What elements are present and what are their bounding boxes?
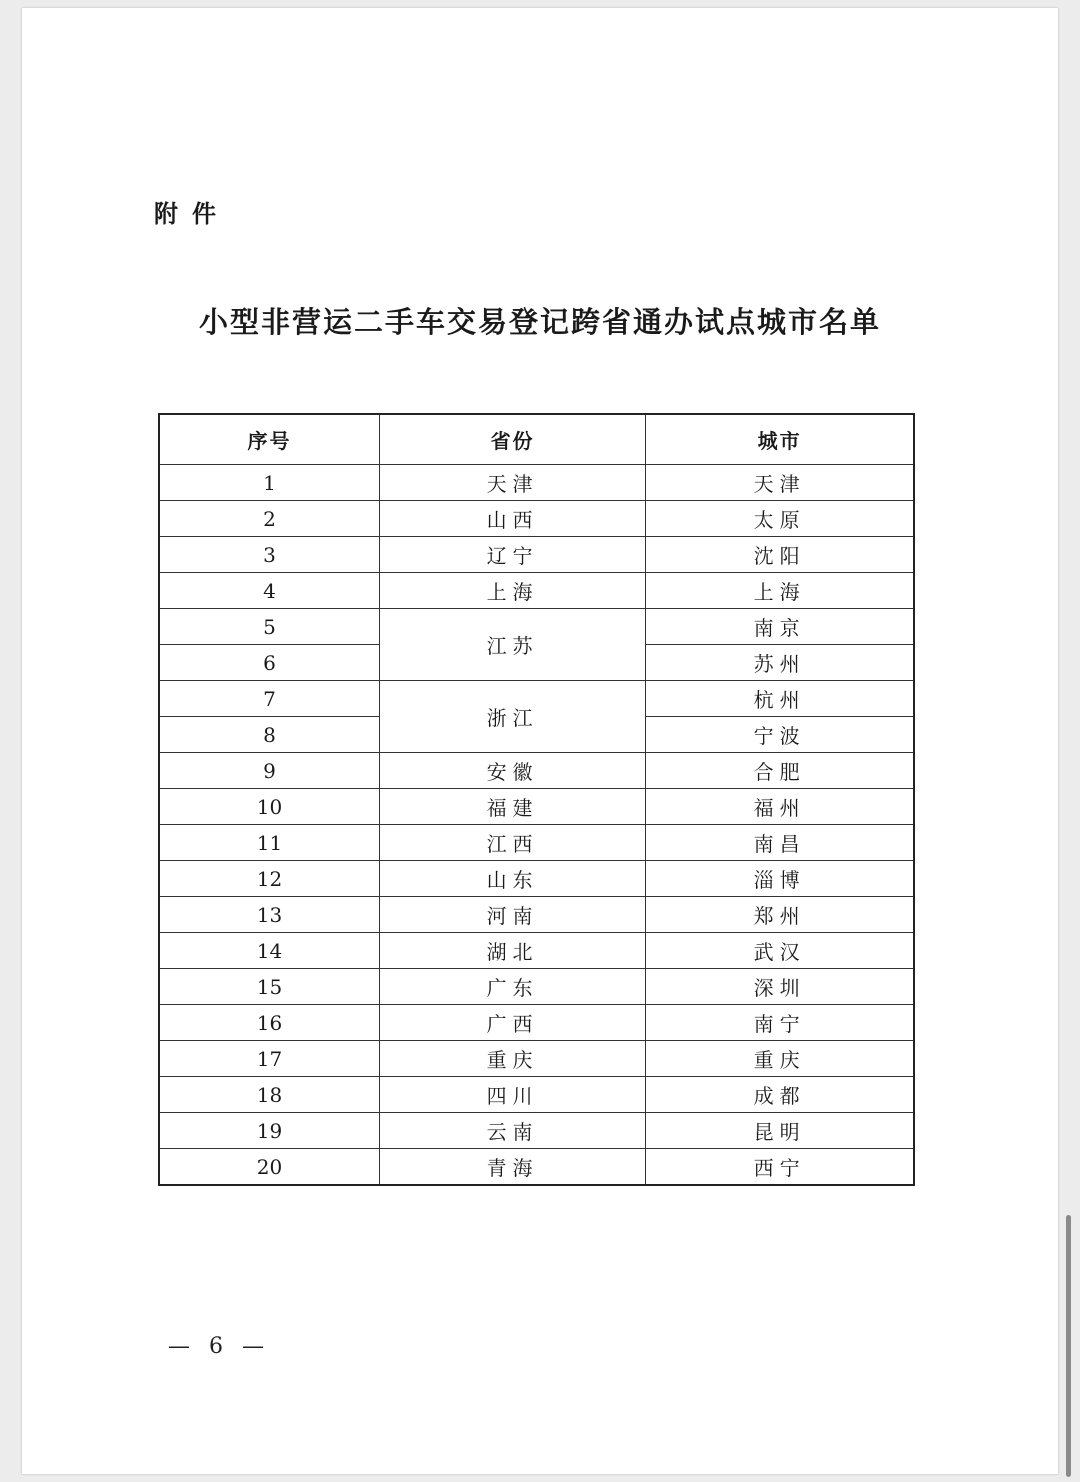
city-cell: 南昌 — [646, 825, 914, 861]
table-header-row — [159, 414, 914, 465]
serial-cell: 19 — [159, 1113, 379, 1149]
serial-cell: 2 — [159, 501, 379, 537]
city-cell: 昆明 — [646, 1113, 914, 1149]
city-cell: 太原 — [646, 501, 914, 537]
serial-cell: 8 — [159, 717, 379, 753]
province-cell: 河南 — [379, 897, 645, 933]
serial-cell: 14 — [159, 933, 379, 969]
serial-cell: 4 — [159, 573, 379, 609]
serial-cell: 12 — [159, 861, 379, 897]
serial-cell: 5 — [159, 609, 379, 645]
table-row — [159, 861, 914, 897]
province-cell: 福建 — [379, 789, 645, 825]
province-cell: 四川 — [379, 1077, 645, 1113]
city-cell: 南京 — [646, 609, 914, 645]
province-cell: 安徽 — [379, 753, 645, 789]
serial-cell: 10 — [159, 789, 379, 825]
table-row — [159, 573, 914, 609]
serial-cell: 17 — [159, 1041, 379, 1077]
table-body — [159, 465, 914, 1186]
serial-cell: 9 — [159, 753, 379, 789]
city-cell: 南宁 — [646, 1005, 914, 1041]
city-cell: 沈阳 — [646, 537, 914, 573]
table-row — [159, 1149, 914, 1186]
table-row — [159, 1113, 914, 1149]
province-cell: 山东 — [379, 861, 645, 897]
province-cell: 青海 — [379, 1149, 645, 1186]
header-city: 城市 — [646, 414, 914, 465]
header-serial: 序号 — [159, 414, 379, 465]
province-cell: 江西 — [379, 825, 645, 861]
page-number: — 6 — — [168, 1334, 270, 1359]
serial-cell: 11 — [159, 825, 379, 861]
city-cell: 福州 — [646, 789, 914, 825]
city-cell: 淄博 — [646, 861, 914, 897]
serial-cell: 7 — [159, 681, 379, 717]
serial-cell: 18 — [159, 1077, 379, 1113]
city-cell: 深圳 — [646, 969, 914, 1005]
province-cell: 江苏 — [379, 609, 645, 681]
city-cell: 合肥 — [646, 753, 914, 789]
province-cell: 湖北 — [379, 933, 645, 969]
serial-cell: 13 — [159, 897, 379, 933]
serial-cell: 16 — [159, 1005, 379, 1041]
city-cell: 杭州 — [646, 681, 914, 717]
table-row — [159, 933, 914, 969]
province-cell: 辽宁 — [379, 537, 645, 573]
table-row — [159, 1041, 914, 1077]
table-row — [159, 537, 914, 573]
serial-cell: 1 — [159, 465, 379, 501]
city-cell: 重庆 — [646, 1041, 914, 1077]
table-row — [159, 897, 914, 933]
city-cell: 天津 — [646, 465, 914, 501]
table-row — [159, 1005, 914, 1041]
table-row — [159, 681, 914, 717]
city-cell: 武汉 — [646, 933, 914, 969]
document-page — [22, 8, 1058, 1474]
table-row — [159, 465, 914, 501]
province-cell: 重庆 — [379, 1041, 645, 1077]
table-row — [159, 753, 914, 789]
city-cell: 上海 — [646, 573, 914, 609]
table-row — [159, 789, 914, 825]
serial-cell: 3 — [159, 537, 379, 573]
province-cell: 上海 — [379, 573, 645, 609]
table-row — [159, 501, 914, 537]
table-row — [159, 969, 914, 1005]
city-cell: 成都 — [646, 1077, 914, 1113]
scrollbar[interactable] — [1066, 1215, 1071, 1477]
table-row — [159, 825, 914, 861]
province-cell: 云南 — [379, 1113, 645, 1149]
province-cell: 广东 — [379, 969, 645, 1005]
document-title: 小型非营运二手车交易登记跨省通办试点城市名单 — [198, 305, 881, 339]
serial-cell: 6 — [159, 645, 379, 681]
city-cell: 宁波 — [646, 717, 914, 753]
city-cell: 郑州 — [646, 897, 914, 933]
city-cell: 苏州 — [646, 645, 914, 681]
attachment-label: 附件 — [154, 200, 230, 228]
header-province: 省份 — [379, 414, 645, 465]
serial-cell: 20 — [159, 1149, 379, 1186]
pilot-city-table — [158, 413, 915, 1186]
province-cell: 浙江 — [379, 681, 645, 753]
serial-cell: 15 — [159, 969, 379, 1005]
table-row — [159, 609, 914, 645]
table-row — [159, 1077, 914, 1113]
province-cell: 广西 — [379, 1005, 645, 1041]
province-cell: 天津 — [379, 465, 645, 501]
city-cell: 西宁 — [646, 1149, 914, 1186]
province-cell: 山西 — [379, 501, 645, 537]
